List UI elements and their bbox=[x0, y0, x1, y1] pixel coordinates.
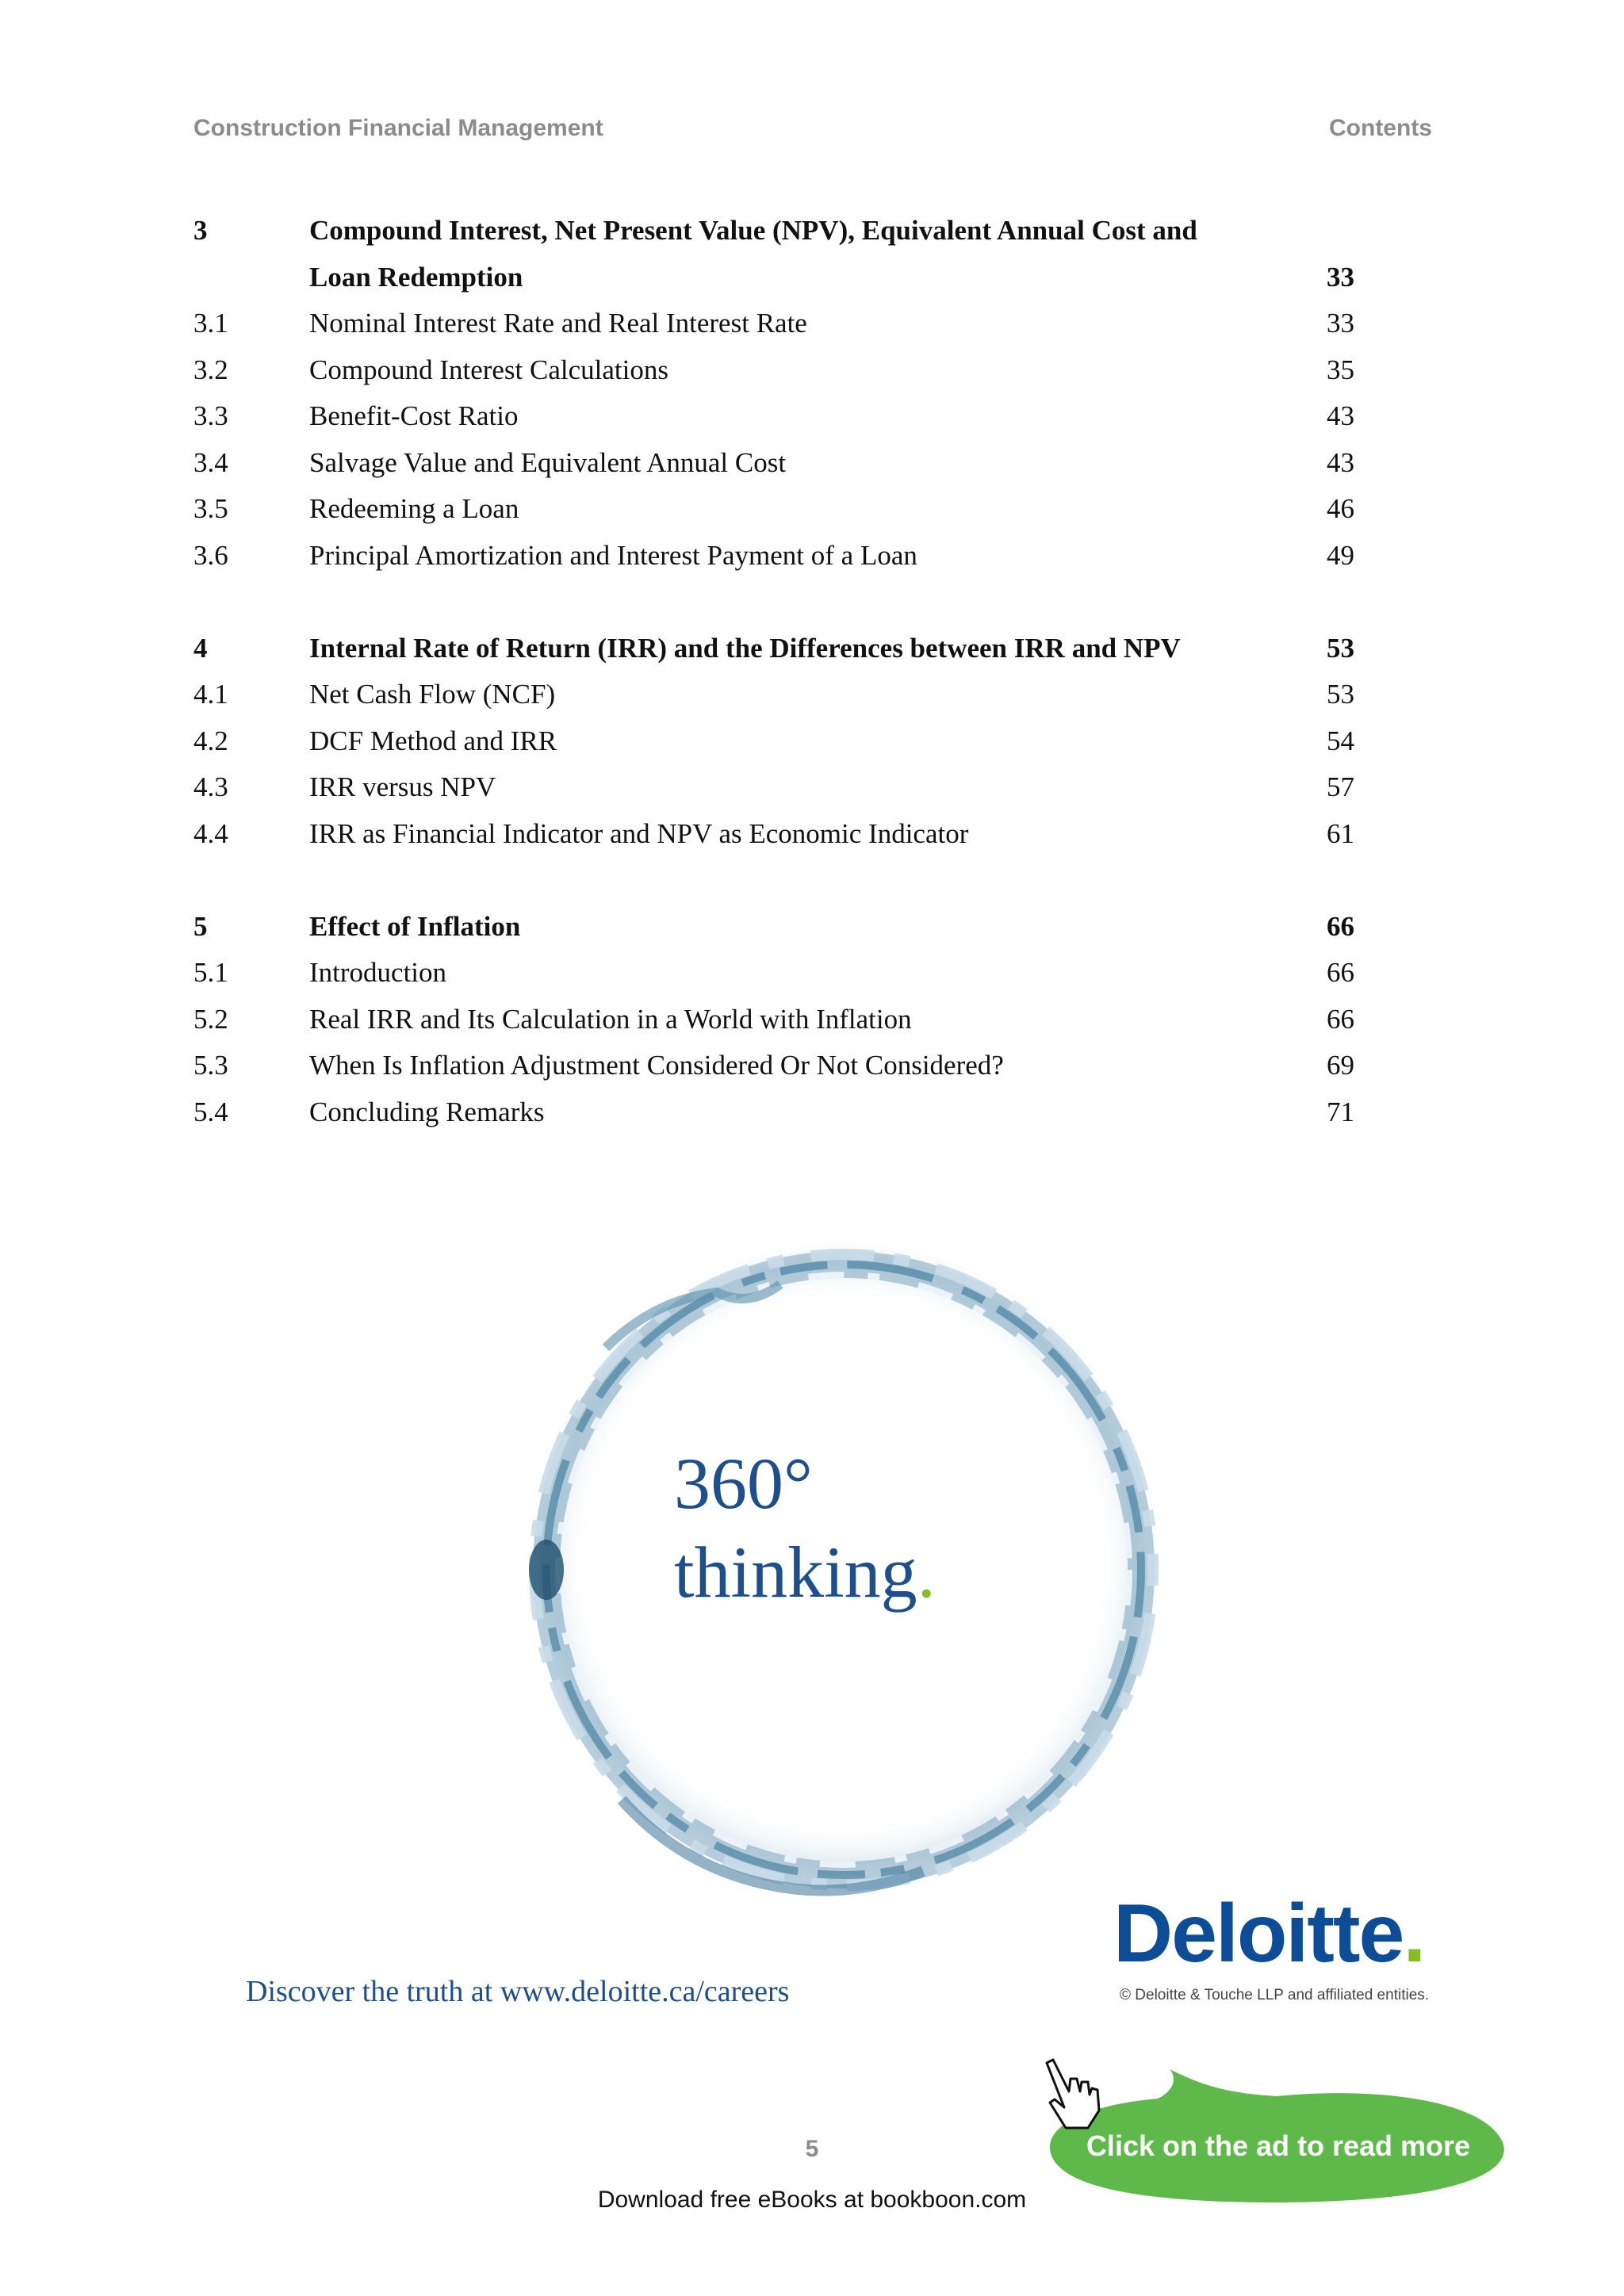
toc-number: 5.3 bbox=[193, 1050, 228, 1081]
toc-section-row[interactable] bbox=[193, 300, 1354, 347]
toc-number: 5.1 bbox=[193, 957, 228, 988]
toc-title: Salvage Value and Equivalent Annual Cost bbox=[309, 446, 787, 478]
toc-title: Loan Redemption bbox=[309, 261, 523, 293]
toc-page: 57 bbox=[1327, 771, 1354, 802]
toc-number: 5.2 bbox=[193, 1003, 228, 1035]
toc-page: 43 bbox=[1327, 400, 1354, 431]
toc-chapter-row[interactable] bbox=[193, 626, 1354, 672]
toc-title: Concluding Remarks bbox=[309, 1096, 545, 1127]
toc-title: Benefit-Cost Ratio bbox=[309, 400, 519, 431]
toc-number: 4.1 bbox=[193, 679, 228, 710]
toc-title: When Is Inflation Adjustment Considered Or Not Considered? bbox=[309, 1050, 1004, 1081]
deloitte-logo bbox=[1113, 1887, 1424, 1981]
toc-page: 49 bbox=[1327, 539, 1354, 571]
toc-spacer bbox=[193, 857, 1354, 904]
toc-chapter-row[interactable] bbox=[193, 904, 1354, 951]
toc-section-row[interactable] bbox=[193, 1089, 1354, 1136]
toc-chapter-row[interactable] bbox=[193, 254, 1354, 301]
toc-page: 46 bbox=[1327, 493, 1354, 524]
toc-number: 4 bbox=[193, 632, 208, 664]
toc-title: Compound Interest, Net Present Value (NPV), Equivalent Annual Cost and bbox=[309, 215, 1197, 246]
toc-page: 66 bbox=[1327, 910, 1354, 942]
toc-page: 61 bbox=[1327, 817, 1354, 849]
toc-title: Redeeming a Loan bbox=[309, 493, 519, 524]
toc-title: Nominal Interest Rate and Real Interest Rate bbox=[309, 308, 807, 339]
toc-title: Real IRR and Its Calculation in a World with Inflation bbox=[309, 1003, 912, 1035]
toc-chapter-row[interactable] bbox=[193, 208, 1354, 254]
toc-number: 3.4 bbox=[193, 446, 228, 478]
toc-section-row[interactable] bbox=[193, 997, 1354, 1043]
toc-number: 3.3 bbox=[193, 400, 228, 431]
toc-section-row[interactable] bbox=[193, 393, 1354, 440]
toc-title: Introduction bbox=[309, 957, 447, 988]
toc-page: 54 bbox=[1327, 725, 1354, 756]
toc-section-row[interactable] bbox=[193, 764, 1354, 811]
logo-dot-icon: . bbox=[1403, 1888, 1425, 1980]
toc-title: IRR as Financial Indicator and NPV as Economic Indicator bbox=[309, 817, 969, 849]
toc-number: 3 bbox=[193, 215, 208, 246]
headline-line-1: 360° bbox=[674, 1443, 813, 1524]
toc-title: Compound Interest Calculations bbox=[309, 354, 668, 385]
careers-link[interactable]: Discover the truth at www.deloitte.ca/careers bbox=[246, 1975, 790, 2008]
toc-number: 4.4 bbox=[193, 817, 228, 849]
toc-title: Principal Amortization and Interest Payment of a Loan bbox=[309, 539, 917, 571]
running-header bbox=[193, 115, 1432, 142]
toc-section-row[interactable] bbox=[193, 950, 1354, 997]
toc-number: 3.5 bbox=[193, 493, 228, 524]
toc-page: 33 bbox=[1327, 308, 1354, 339]
toc-number: 5 bbox=[193, 910, 208, 942]
toc-page: 69 bbox=[1327, 1050, 1354, 1081]
toc-section-row[interactable] bbox=[193, 672, 1354, 718]
deloitte-advertisement[interactable] bbox=[193, 1189, 1432, 2061]
toc-page: 35 bbox=[1327, 354, 1354, 385]
toc-section-row[interactable] bbox=[193, 440, 1354, 487]
toc-section-row[interactable] bbox=[193, 718, 1354, 765]
toc-number: 3.1 bbox=[193, 308, 228, 339]
ad-copyright: © Deloitte & Touche LLP and affiliated entities. bbox=[1120, 1987, 1430, 2003]
toc-number: 3.2 bbox=[193, 354, 228, 385]
toc-number: 3.6 bbox=[193, 539, 228, 571]
toc-section-row[interactable] bbox=[193, 533, 1354, 580]
toc-section-row[interactable] bbox=[193, 347, 1354, 394]
toc-page: 66 bbox=[1327, 1003, 1354, 1035]
ad-headline bbox=[674, 1439, 936, 1617]
toc-title: Net Cash Flow (NCF) bbox=[309, 679, 556, 710]
toc-page: 53 bbox=[1327, 679, 1354, 710]
logo-text: Deloitte bbox=[1113, 1888, 1404, 1980]
toc-section-row[interactable] bbox=[193, 486, 1354, 533]
toc-number: 5.4 bbox=[193, 1096, 228, 1127]
section-label: Contents bbox=[1329, 115, 1432, 141]
toc-spacer bbox=[193, 579, 1354, 626]
toc-title: Effect of Inflation bbox=[309, 910, 521, 942]
toc-page: 43 bbox=[1327, 446, 1354, 478]
toc-page: 71 bbox=[1327, 1096, 1354, 1127]
toc-number: 4.3 bbox=[193, 771, 228, 802]
page-number: 5 bbox=[805, 2136, 819, 2162]
toc-number: 4.2 bbox=[193, 725, 228, 756]
toc-section-row[interactable] bbox=[193, 1043, 1354, 1089]
green-dot-icon: . bbox=[917, 1532, 936, 1613]
table-of-contents bbox=[193, 208, 1354, 1135]
download-footer-link[interactable]: Download free eBooks at bookboon.com bbox=[597, 2187, 1027, 2213]
book-title: Construction Financial Management bbox=[193, 115, 603, 141]
toc-page: 66 bbox=[1327, 957, 1354, 988]
headline-line-2 bbox=[674, 1528, 936, 1617]
toc-section-row[interactable] bbox=[193, 811, 1354, 858]
toc-title: IRR versus NPV bbox=[309, 771, 496, 802]
cta-area[interactable] bbox=[1039, 2055, 1515, 2214]
toc-title: Internal Rate of Return (IRR) and the Differences between IRR and NPV bbox=[309, 632, 1181, 664]
toc-title: DCF Method and IRR bbox=[309, 725, 557, 756]
headline-thinking: thinking bbox=[674, 1532, 917, 1613]
toc-page: 33 bbox=[1327, 261, 1354, 293]
toc-page: 53 bbox=[1327, 632, 1354, 664]
read-more-button[interactable]: Click on the ad to read more bbox=[1086, 2130, 1471, 2162]
